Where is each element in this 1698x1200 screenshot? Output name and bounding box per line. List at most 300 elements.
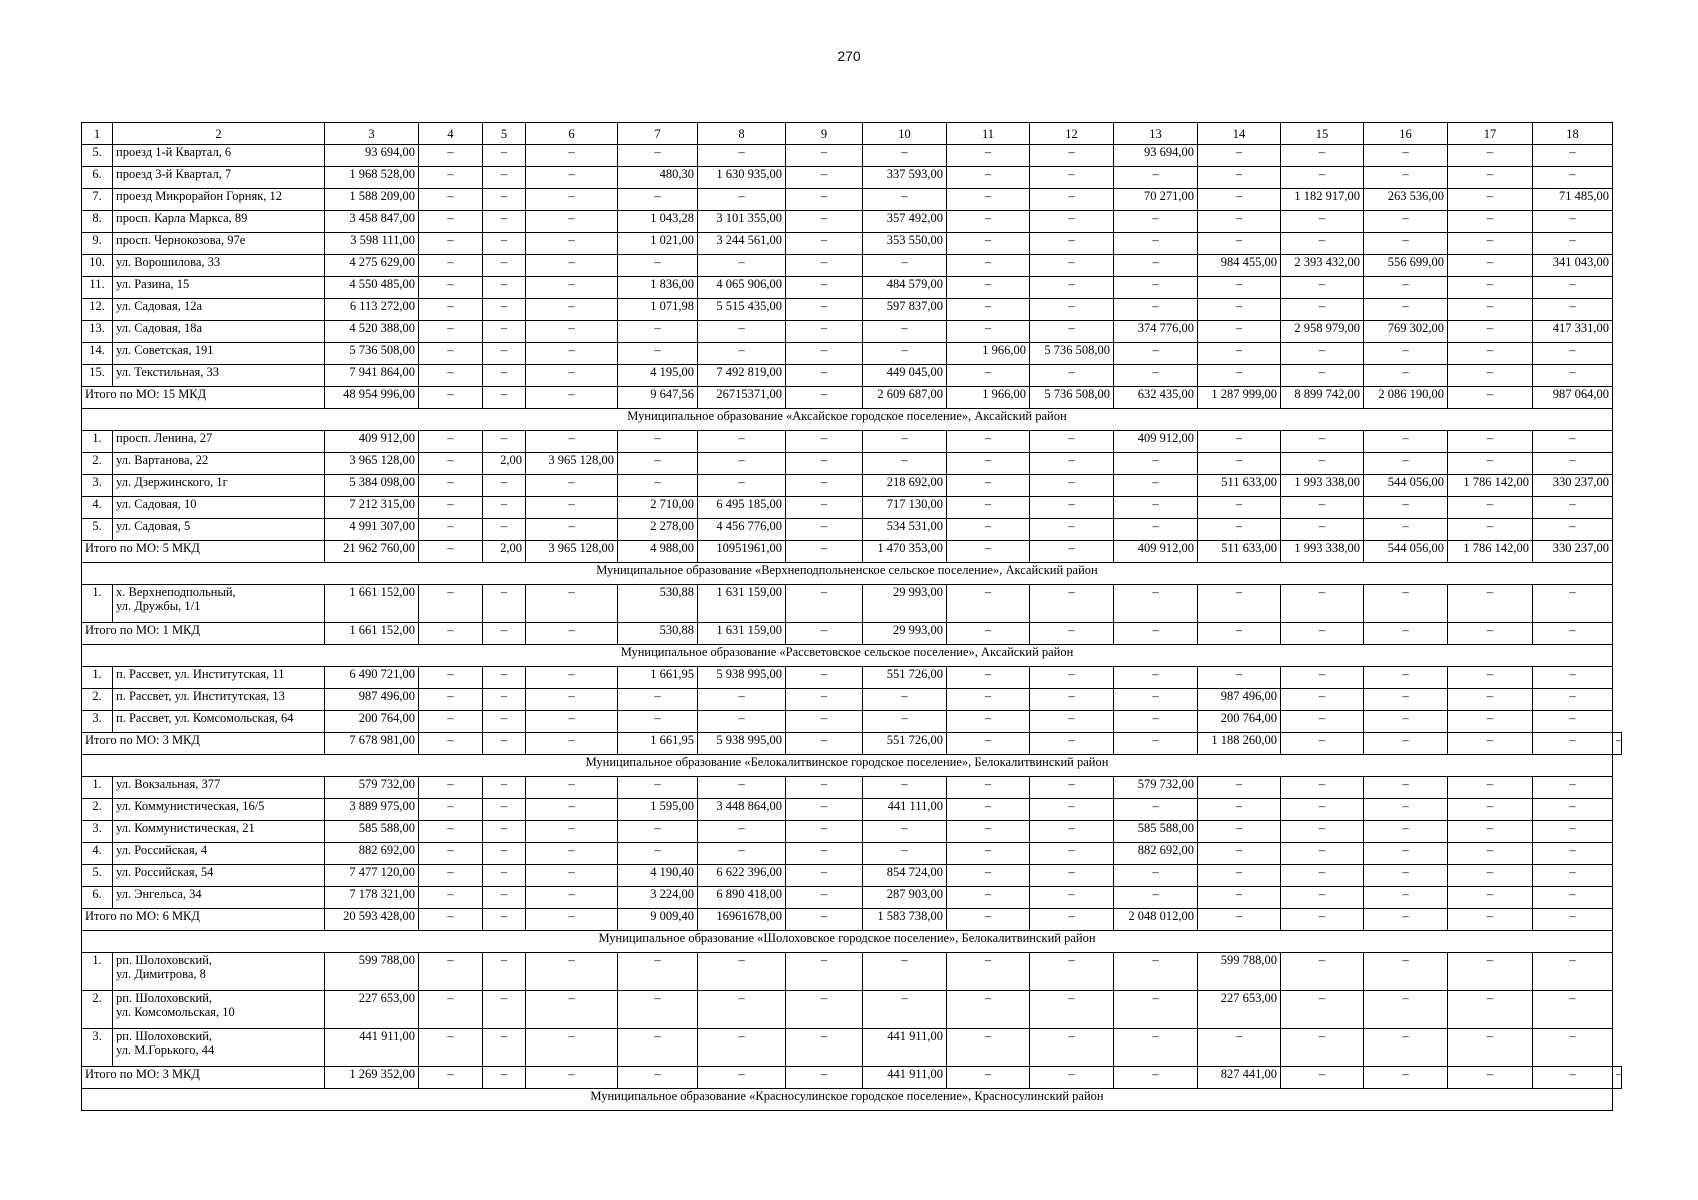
value-cell: – (1114, 167, 1198, 189)
value-cell: – (1281, 711, 1364, 733)
total-value-cell: – (1114, 1067, 1198, 1089)
value-cell: – (1364, 299, 1448, 321)
value-cell: – (526, 991, 618, 1029)
value-cell: – (1533, 519, 1613, 541)
value-cell: – (1030, 365, 1114, 387)
value-cell: – (419, 865, 483, 887)
value-cell: – (419, 365, 483, 387)
total-value-cell: – (1448, 1067, 1533, 1089)
value-cell: – (483, 277, 526, 299)
total-value-cell: – (526, 909, 618, 931)
value-cell: – (526, 321, 618, 343)
value-cell: – (1281, 821, 1364, 843)
value-cell: – (1198, 233, 1281, 255)
municipality-title: Муниципальное образование «Верхнеподпольненское сельское поселение», Аксайский район (82, 563, 1613, 585)
value-cell: – (1533, 1029, 1613, 1067)
total-value-cell: – (1030, 1067, 1114, 1089)
value-cell: – (526, 799, 618, 821)
total-value-cell: 441 911,00 (863, 1067, 947, 1089)
total-value-cell: – (1281, 1067, 1364, 1089)
value-cell: – (1448, 145, 1533, 167)
value-cell: – (419, 233, 483, 255)
value-cell: – (1364, 365, 1448, 387)
value-cell: – (1030, 777, 1114, 799)
total-value-cell: – (1030, 623, 1114, 645)
value-cell: – (483, 689, 526, 711)
total-value-cell: – (786, 541, 863, 563)
total-value-cell: 1 993 338,00 (1281, 541, 1364, 563)
table-row (82, 1029, 1622, 1067)
value-cell: – (1448, 953, 1533, 991)
column-header-14: 14 (1198, 123, 1281, 145)
value-cell: – (483, 821, 526, 843)
value-cell: – (1198, 799, 1281, 821)
value-cell: – (1281, 145, 1364, 167)
value-cell: – (947, 365, 1030, 387)
value-cell: – (483, 475, 526, 497)
value-cell: – (419, 189, 483, 211)
value-cell: – (698, 453, 786, 475)
value-cell: – (526, 365, 618, 387)
value-cell: 3 965 128,00 (526, 453, 618, 475)
value-cell: – (1448, 887, 1533, 909)
value-cell: – (1448, 343, 1533, 365)
total-value-cell: – (1198, 909, 1281, 931)
value-cell: 374 776,00 (1114, 321, 1198, 343)
value-cell: 2 958 979,00 (1281, 321, 1364, 343)
value-cell: – (698, 343, 786, 365)
total-value-cell: – (419, 1067, 483, 1089)
value-cell: – (1030, 189, 1114, 211)
total-value-cell: – (1448, 909, 1533, 931)
value-cell: – (483, 843, 526, 865)
value-cell: – (618, 321, 698, 343)
total-value-cell: – (947, 623, 1030, 645)
value-cell: – (786, 475, 863, 497)
total-value-cell: – (1030, 541, 1114, 563)
total-value-cell: 1 631 159,00 (698, 623, 786, 645)
value-cell: – (1364, 519, 1448, 541)
row-number: 3. (82, 821, 113, 843)
table-row (82, 189, 1622, 211)
total-value-cell: 29 993,00 (863, 623, 947, 645)
value-cell: – (1533, 711, 1613, 733)
total-value-cell: – (786, 387, 863, 409)
value-cell: – (1281, 365, 1364, 387)
column-header-10: 10 (863, 123, 947, 145)
value-cell: – (618, 777, 698, 799)
value-cell: – (1114, 585, 1198, 623)
value-cell: 93 694,00 (1114, 145, 1198, 167)
value-cell: 4 065 906,00 (698, 277, 786, 299)
value-cell: – (618, 475, 698, 497)
value-cell: – (698, 431, 786, 453)
value-cell: 6 495 185,00 (698, 497, 786, 519)
value-cell: – (1533, 343, 1613, 365)
total-value-cell: 511 633,00 (1198, 541, 1281, 563)
value-cell: – (419, 585, 483, 623)
address-cell: ул. Российская, 4 (113, 843, 325, 865)
value-cell: – (786, 777, 863, 799)
value-cell: – (1364, 233, 1448, 255)
address-cell: ул. Коммунистическая, 21 (113, 821, 325, 843)
address-cell: ул. Садовая, 12а (113, 299, 325, 321)
column-header-6: 6 (526, 123, 618, 145)
value-cell: – (1198, 667, 1281, 689)
value-cell: – (947, 519, 1030, 541)
value-cell: – (1114, 211, 1198, 233)
total-value-cell: – (1533, 623, 1613, 645)
value-cell: – (1281, 497, 1364, 519)
table-row (82, 711, 1622, 733)
value-cell: – (1114, 1029, 1198, 1067)
value-cell: 409 912,00 (325, 431, 419, 453)
table-row (82, 821, 1622, 843)
value-cell: – (419, 843, 483, 865)
value-cell: – (618, 711, 698, 733)
total-value-cell: 1 661 152,00 (325, 623, 419, 645)
total-row (82, 623, 1622, 645)
value-cell: – (1198, 431, 1281, 453)
value-cell: – (1448, 667, 1533, 689)
total-value-cell: 26715371,00 (698, 387, 786, 409)
value-cell: – (1198, 519, 1281, 541)
value-cell: – (483, 799, 526, 821)
total-value-cell: 4 988,00 (618, 541, 698, 563)
total-value-cell: – (526, 623, 618, 645)
row-number: 1. (82, 667, 113, 689)
value-cell: – (526, 887, 618, 909)
value-cell: – (1281, 299, 1364, 321)
value-cell: 218 692,00 (863, 475, 947, 497)
row-number: 2. (82, 799, 113, 821)
row-number: 12. (82, 299, 113, 321)
value-cell: 530,88 (618, 585, 698, 623)
value-cell: – (1114, 497, 1198, 519)
total-value-cell: 530,88 (618, 623, 698, 645)
value-cell: 882 692,00 (325, 843, 419, 865)
value-cell: – (786, 991, 863, 1029)
value-cell: – (698, 711, 786, 733)
value-cell: – (1198, 277, 1281, 299)
total-row (82, 1067, 1622, 1089)
value-cell: 1 595,00 (618, 799, 698, 821)
value-cell: 4 550 485,00 (325, 277, 419, 299)
total-value-cell: – (1364, 909, 1448, 931)
value-cell: 2 393 432,00 (1281, 255, 1364, 277)
value-cell: – (1030, 1029, 1114, 1067)
value-cell: – (786, 189, 863, 211)
value-cell: – (1114, 887, 1198, 909)
total-value-cell: 9 647,56 (618, 387, 698, 409)
value-cell: – (1364, 277, 1448, 299)
column-header-2: 2 (113, 123, 325, 145)
value-cell: – (1364, 145, 1448, 167)
value-cell: – (1114, 475, 1198, 497)
table-row (82, 365, 1622, 387)
value-cell: – (1533, 991, 1613, 1029)
value-cell: – (1030, 843, 1114, 865)
value-cell: 579 732,00 (325, 777, 419, 799)
total-value-cell: 9 009,40 (618, 909, 698, 931)
value-cell: – (786, 255, 863, 277)
value-cell: – (1281, 1029, 1364, 1067)
table-row (82, 453, 1622, 475)
value-cell: – (1281, 277, 1364, 299)
value-cell: – (947, 211, 1030, 233)
value-cell: – (947, 689, 1030, 711)
address-cell: ул. Садовая, 18а (113, 321, 325, 343)
value-cell: – (1281, 343, 1364, 365)
value-cell: 5 736 508,00 (325, 343, 419, 365)
value-cell: – (947, 497, 1030, 519)
value-cell: 200 764,00 (1198, 711, 1281, 733)
value-cell: – (526, 475, 618, 497)
address-cell: ул. Садовая, 10 (113, 497, 325, 519)
value-cell: – (1030, 887, 1114, 909)
value-cell: – (419, 475, 483, 497)
value-cell: – (786, 865, 863, 887)
value-cell: – (618, 189, 698, 211)
total-value-cell: – (483, 387, 526, 409)
value-cell: – (1448, 991, 1533, 1029)
table-row (82, 167, 1622, 189)
value-cell: – (1448, 843, 1533, 865)
row-number: 2. (82, 991, 113, 1029)
value-cell: – (419, 497, 483, 519)
value-cell: – (1198, 189, 1281, 211)
value-cell: – (1030, 953, 1114, 991)
value-cell: 200 764,00 (325, 711, 419, 733)
value-cell: 6 113 272,00 (325, 299, 419, 321)
value-cell: – (419, 711, 483, 733)
value-cell: – (526, 1029, 618, 1067)
value-cell: – (526, 431, 618, 453)
value-cell: 441 911,00 (863, 1029, 947, 1067)
value-cell: – (1030, 431, 1114, 453)
value-cell: – (483, 777, 526, 799)
value-cell: – (419, 321, 483, 343)
table-row (82, 519, 1622, 541)
table-row (82, 991, 1622, 1029)
value-cell: – (419, 211, 483, 233)
value-cell: – (1281, 689, 1364, 711)
value-cell: 1 630 935,00 (698, 167, 786, 189)
value-cell: – (947, 843, 1030, 865)
value-cell: – (1448, 233, 1533, 255)
value-cell: – (786, 1029, 863, 1067)
value-cell: – (947, 299, 1030, 321)
value-cell: – (698, 821, 786, 843)
value-cell: – (863, 991, 947, 1029)
value-cell: – (419, 887, 483, 909)
value-cell: – (786, 343, 863, 365)
total-value-cell: – (1198, 623, 1281, 645)
value-cell: – (1114, 711, 1198, 733)
address-cell: п. Рассвет, ул. Комсомольская, 64 (113, 711, 325, 733)
value-cell: 2,00 (483, 453, 526, 475)
value-cell: – (1198, 321, 1281, 343)
municipality-section-row (82, 755, 1622, 777)
value-cell: – (1281, 953, 1364, 991)
value-cell: – (1448, 189, 1533, 211)
row-number: 3. (82, 475, 113, 497)
value-cell: – (947, 321, 1030, 343)
value-cell: – (526, 865, 618, 887)
total-value-cell: – (1613, 1067, 1622, 1089)
row-number: 2. (82, 689, 113, 711)
value-cell: – (419, 1029, 483, 1067)
value-cell: 7 492 819,00 (698, 365, 786, 387)
table-row (82, 953, 1622, 991)
value-cell: – (618, 453, 698, 475)
value-cell: – (483, 667, 526, 689)
total-label: Итого по МО: 1 МКД (82, 623, 325, 645)
value-cell: 769 302,00 (1364, 321, 1448, 343)
value-cell: – (786, 299, 863, 321)
value-cell: – (1114, 667, 1198, 689)
column-header-4: 4 (419, 123, 483, 145)
column-header-18: 18 (1533, 123, 1613, 145)
value-cell: – (1198, 585, 1281, 623)
value-cell: – (786, 211, 863, 233)
total-value-cell: 1 966,00 (947, 387, 1030, 409)
value-cell: – (526, 299, 618, 321)
value-cell: – (419, 145, 483, 167)
value-cell: – (1030, 255, 1114, 277)
value-cell: – (1533, 821, 1613, 843)
value-cell: 1 836,00 (618, 277, 698, 299)
row-number: 1. (82, 431, 113, 453)
value-cell: – (483, 189, 526, 211)
value-cell: – (1281, 667, 1364, 689)
value-cell: – (863, 777, 947, 799)
value-cell: – (1281, 865, 1364, 887)
value-cell: 4 991 307,00 (325, 519, 419, 541)
value-cell: – (1533, 167, 1613, 189)
value-cell: – (483, 519, 526, 541)
total-value-cell: 20 593 428,00 (325, 909, 419, 931)
value-cell: – (863, 953, 947, 991)
value-cell: – (1364, 167, 1448, 189)
value-cell: – (1533, 799, 1613, 821)
value-cell: – (786, 799, 863, 821)
value-cell: – (863, 843, 947, 865)
value-cell: – (947, 277, 1030, 299)
value-cell: 7 477 120,00 (325, 865, 419, 887)
value-cell: – (1364, 991, 1448, 1029)
value-cell: – (1364, 211, 1448, 233)
value-cell: 341 043,00 (1533, 255, 1613, 277)
row-number: 5. (82, 865, 113, 887)
value-cell: – (1448, 519, 1533, 541)
value-cell: 93 694,00 (325, 145, 419, 167)
value-cell: – (698, 843, 786, 865)
value-cell: 1 966,00 (947, 343, 1030, 365)
value-cell: – (1533, 953, 1613, 991)
total-value-cell: 2 609 687,00 (863, 387, 947, 409)
address-cell: просп. Карла Маркса, 89 (113, 211, 325, 233)
value-cell: – (1448, 255, 1533, 277)
value-cell: – (526, 689, 618, 711)
value-cell: – (1448, 299, 1533, 321)
row-number: 3. (82, 1029, 113, 1067)
row-number: 8. (82, 211, 113, 233)
total-value-cell: 48 954 996,00 (325, 387, 419, 409)
address-cell: ул. Коммунистическая, 16/5 (113, 799, 325, 821)
value-cell: – (1030, 711, 1114, 733)
value-cell: 1 071,98 (618, 299, 698, 321)
value-cell: – (1364, 887, 1448, 909)
total-value-cell: – (1281, 909, 1364, 931)
value-cell: – (1114, 299, 1198, 321)
row-number: 7. (82, 189, 113, 211)
value-cell: – (1030, 145, 1114, 167)
value-cell: – (1030, 453, 1114, 475)
table-row (82, 233, 1622, 255)
table-row (82, 865, 1622, 887)
value-cell: – (526, 233, 618, 255)
address-cell: проезд Микрорайон Горняк, 12 (113, 189, 325, 211)
value-cell: – (947, 953, 1030, 991)
row-number: 6. (82, 887, 113, 909)
value-cell: – (947, 1029, 1030, 1067)
value-cell: – (863, 343, 947, 365)
total-label: Итого по МО: 5 МКД (82, 541, 325, 563)
value-cell: – (786, 277, 863, 299)
value-cell: – (1198, 453, 1281, 475)
municipality-title: Муниципальное образование «Рассветовское сельское поселение», Аксайский район (82, 645, 1613, 667)
value-cell: 3 224,00 (618, 887, 698, 909)
value-cell: – (483, 991, 526, 1029)
value-cell: – (1198, 865, 1281, 887)
value-cell: – (419, 777, 483, 799)
total-value-cell: 1 269 352,00 (325, 1067, 419, 1089)
value-cell: – (1448, 321, 1533, 343)
value-cell: – (1030, 167, 1114, 189)
total-value-cell: – (1448, 623, 1533, 645)
value-cell: – (1281, 991, 1364, 1029)
value-cell: 70 271,00 (1114, 189, 1198, 211)
value-cell: – (419, 689, 483, 711)
value-cell: – (526, 843, 618, 865)
value-cell: 6 890 418,00 (698, 887, 786, 909)
column-header-12: 12 (1030, 123, 1114, 145)
total-value-cell: 5 938 995,00 (698, 733, 786, 755)
value-cell: – (786, 667, 863, 689)
value-cell: – (1114, 689, 1198, 711)
value-cell: – (618, 821, 698, 843)
value-cell: – (526, 255, 618, 277)
value-cell: – (419, 167, 483, 189)
total-value-cell: 2,00 (483, 541, 526, 563)
value-cell: 717 130,00 (863, 497, 947, 519)
column-header-16: 16 (1364, 123, 1448, 145)
value-cell: – (483, 1029, 526, 1067)
row-number: 14. (82, 343, 113, 365)
total-label: Итого по МО: 6 МКД (82, 909, 325, 931)
value-cell: – (1533, 365, 1613, 387)
value-cell: – (1364, 843, 1448, 865)
mkd-repair-table (81, 122, 1622, 1111)
total-value-cell: – (1364, 1067, 1448, 1089)
value-cell: – (419, 277, 483, 299)
value-cell: – (419, 299, 483, 321)
value-cell: – (947, 821, 1030, 843)
value-cell: – (526, 585, 618, 623)
value-cell: – (1448, 211, 1533, 233)
address-cell: рп. Шолоховский, ул. Димитрова, 8 (113, 953, 325, 991)
